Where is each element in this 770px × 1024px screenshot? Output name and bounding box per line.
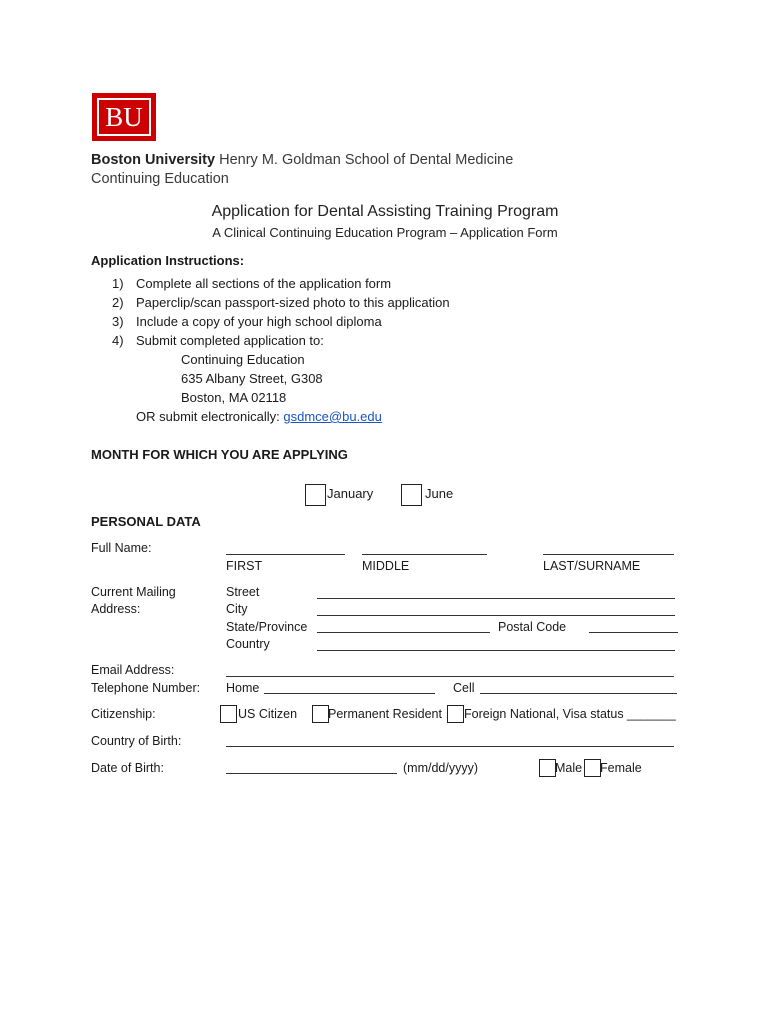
- personal-data-heading: PERSONAL DATA: [91, 514, 201, 529]
- january-label: January: [327, 486, 374, 501]
- permanent-resident-label: Permanent Resident: [328, 707, 442, 721]
- home-phone-field[interactable]: [264, 693, 435, 694]
- electronic-submit-text: OR submit electronically:: [136, 409, 284, 424]
- date-of-birth-field[interactable]: [226, 773, 397, 774]
- female-label: Female: [600, 761, 642, 775]
- bu-logo-text: BU: [105, 101, 143, 132]
- first-name-caption: FIRST: [226, 559, 263, 573]
- mailing-address-line: Boston, MA 02118: [181, 390, 287, 405]
- telephone-label: Telephone Number:: [91, 681, 201, 695]
- us-citizen-checkbox[interactable]: [220, 705, 237, 723]
- state-field[interactable]: [317, 632, 490, 633]
- first-name-field[interactable]: [226, 554, 345, 555]
- email-label: Email Address:: [91, 663, 175, 677]
- electronic-submit-line: [136, 409, 382, 424]
- department-name: Continuing Education: [91, 171, 229, 187]
- last-name-caption: LAST/SURNAME: [543, 559, 641, 573]
- page-title: Application for Dental Assisting Training Program: [211, 203, 559, 220]
- country-field[interactable]: [317, 650, 675, 651]
- full-name-label: Full Name:: [91, 541, 152, 555]
- school-name-line: [91, 152, 513, 168]
- us-citizen-label: US Citizen: [238, 707, 298, 721]
- citizenship-label: Citizenship:: [91, 707, 156, 721]
- last-name-field[interactable]: [543, 554, 674, 555]
- instruction-number: 4): [112, 333, 124, 348]
- cell-phone-field[interactable]: [480, 693, 677, 694]
- male-checkbox[interactable]: [539, 759, 556, 777]
- female-checkbox[interactable]: [584, 759, 601, 777]
- instruction-number: 3): [112, 314, 124, 329]
- state-label: State/Province: [226, 620, 308, 634]
- date-format-hint: (mm/dd/yyyy): [403, 761, 478, 775]
- postal-code-field[interactable]: [589, 632, 678, 633]
- street-field[interactable]: [317, 598, 675, 599]
- postal-code-label: Postal Code: [498, 620, 567, 634]
- instruction-text: Submit completed application to:: [136, 333, 324, 348]
- instruction-number: 2): [112, 295, 124, 310]
- country-of-birth-field[interactable]: [226, 746, 674, 747]
- bu-logo-frame: [97, 98, 151, 136]
- foreign-national-checkbox[interactable]: [447, 705, 464, 723]
- mailing-address-line: 635 Albany Street, G308: [181, 371, 323, 386]
- country-label: Country: [226, 637, 270, 651]
- country-of-birth-label: Country of Birth:: [91, 734, 182, 748]
- school-name: Henry M. Goldman School of Dental Medicine: [219, 152, 514, 168]
- cell-phone-label: Cell: [453, 681, 475, 695]
- home-phone-label: Home: [226, 681, 260, 695]
- university-name: Boston University: [91, 152, 216, 168]
- street-label: Street: [226, 585, 260, 599]
- instruction-number: 1): [112, 276, 124, 291]
- city-label: City: [226, 602, 248, 616]
- mailing-label: Current Mailing: [91, 585, 176, 599]
- instructions-heading: Application Instructions:: [91, 253, 245, 268]
- instruction-text: Paperclip/scan passport-sized photo to this application: [136, 295, 450, 310]
- male-label: Male: [555, 761, 583, 775]
- email-link[interactable]: gsdmce@bu.edu: [283, 409, 382, 424]
- mailing-address-line: Continuing Education: [181, 352, 305, 367]
- date-of-birth-label: Date of Birth:: [91, 761, 164, 775]
- instruction-text: Complete all sections of the application form: [136, 276, 392, 291]
- january-checkbox[interactable]: [305, 484, 326, 506]
- email-field[interactable]: [226, 676, 674, 677]
- month-section-heading: MONTH FOR WHICH YOU ARE APPLYING: [91, 447, 348, 462]
- june-checkbox[interactable]: [401, 484, 422, 506]
- middle-name-caption: MIDDLE: [362, 559, 410, 573]
- june-label: June: [425, 486, 454, 501]
- instruction-text: Include a copy of your high school diploma: [136, 314, 382, 329]
- permanent-resident-checkbox[interactable]: [312, 705, 329, 723]
- mailing-label-cont: Address:: [91, 602, 141, 616]
- foreign-national-label: Foreign National, Visa status _______: [464, 707, 676, 721]
- middle-name-field[interactable]: [362, 554, 487, 555]
- page-subtitle: A Clinical Continuing Education Program – Application Form: [212, 225, 558, 240]
- bu-logo: [92, 93, 156, 141]
- city-field[interactable]: [317, 615, 675, 616]
